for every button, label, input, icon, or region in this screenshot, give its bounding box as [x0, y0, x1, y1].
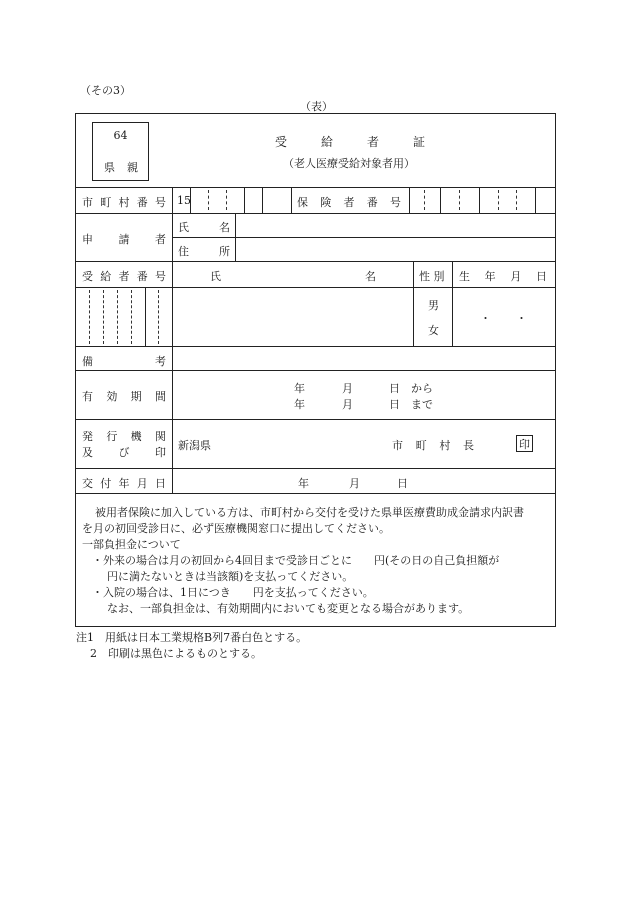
gender-header: 性 別	[419, 270, 445, 283]
birthdate-separator: ・	[516, 312, 527, 325]
birthdate-separator: ・	[480, 312, 491, 325]
issuer-prefecture: 新潟県	[178, 439, 211, 452]
applicant-address-label: 住 所	[178, 245, 230, 258]
footnote-1: 注1 用紙は日本工業規格B列7番白色とする。	[76, 631, 308, 644]
birthdate-header: 生 年 月 日	[459, 270, 547, 283]
change-line: なお、一部負担金は、有効期間内においても変更となる場合があります。	[107, 602, 470, 615]
recipient-number-label: 受 給 者 番 号	[82, 270, 166, 283]
notice-paragraph-line: を月の初回受診日に、必ず医療機関窓口に提出してください。	[82, 522, 390, 535]
issue-date-label: 交 付 年 月 日	[82, 477, 166, 490]
insurer-number-label: 保 険 者 番 号	[297, 196, 401, 209]
applicant-label: 申 請 者	[82, 233, 166, 246]
issuer-label-line1: 発 行 機 関	[82, 430, 166, 443]
gender-option-female: 女	[428, 324, 439, 337]
recipient-name-header: 氏 名	[210, 270, 376, 283]
inpatient-line: ・入院の場合は、1日につき 円を支払ってください。	[92, 586, 374, 599]
prefecture-code-number: 64	[113, 129, 128, 142]
remarks-label: 備 考	[82, 355, 166, 368]
side-label: （表）	[300, 100, 333, 113]
gender-option-male: 男	[428, 299, 439, 312]
issuer-label-line2: 及 び 印	[82, 446, 166, 459]
notice-paragraph-line: 被用者保険に加入している方は、市町村から交付を受けた県単医療費助成金請求内訳書	[95, 506, 524, 519]
municipality-code-value: 15	[177, 194, 191, 207]
certificate-subtitle: （老人医療受給対象者用）	[283, 157, 415, 170]
validity-label: 有 効 期 間	[82, 390, 166, 403]
applicant-name-label: 氏 名	[178, 221, 230, 234]
municipality-code-label: 市 町 村 番 号	[82, 196, 166, 209]
certificate-title: 受 給 者 証	[275, 135, 425, 149]
outpatient-line: 円に満たないときは当該額)を支払ってください。	[107, 570, 354, 583]
footnote-2: 2 印刷は黒色によるものとする。	[90, 647, 262, 660]
prefecture-code-label: 県 親	[104, 161, 138, 174]
issuer-mayor-label: 市 町 村 長	[392, 439, 474, 452]
seal-mark: 印	[516, 435, 533, 452]
copay-heading: 一部負担金について	[82, 538, 181, 551]
outpatient-line: ・外来の場合は月の初回から4回目まで受診日ごとに 円(その日の自己負担額が	[92, 554, 500, 567]
form-number: （その3）	[80, 84, 131, 97]
